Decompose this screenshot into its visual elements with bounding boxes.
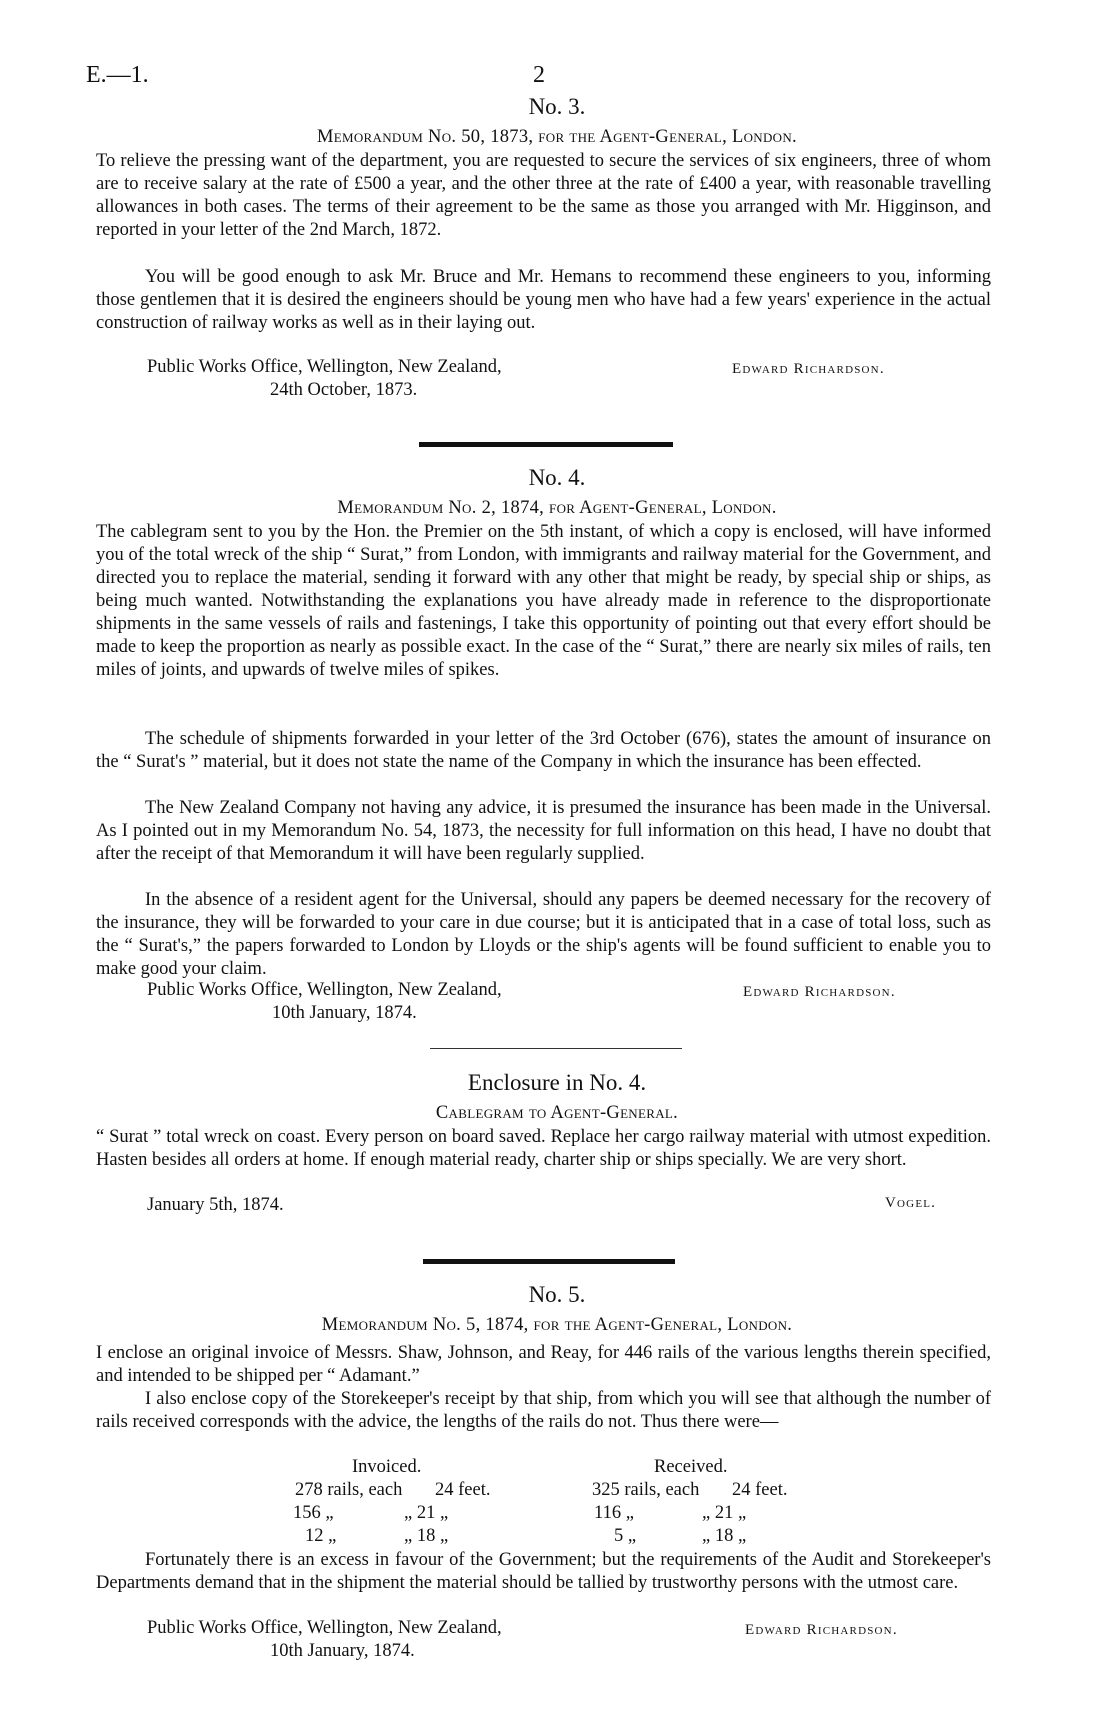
signature-date: 10th January, 1874. [270, 1641, 415, 1661]
page-number: 2 [533, 62, 545, 88]
signature-date: 10th January, 1874. [272, 1003, 417, 1023]
paragraph: I enclose an original invoice of Messrs. Shaw, Johnson, and Reay, for 446 rails of the various lengths therein specified, and intended to be shipped per “ Adamant.” [96, 1343, 991, 1386]
enclosure-heading: Cablegram to Agent-General. [435, 1103, 679, 1123]
table-cell: 278 rails, each [295, 1480, 403, 1500]
paragraph: You will be good enough to ask Mr. Bruce and Mr. Hemans to recommend these engineers to you, informing those gentlemen that it is desired the engineers should be young men who have had a few years' experience in the actual construction of railway works as well as in their laying out. [96, 267, 991, 333]
paragraph: The cablegram sent to you by the Hon. the Premier on the 5th instant, of which a copy is enclosed, will have informed you of the total wreck of the ship “ Surat,” from London, with immigrants and railway material for the Government, and directed you to replace the material, sending it forward with any other that might be ready, by special ship or ships, as being much wanted. Notwithstanding the explanations you have already made in reference to the disproportionate shipments in the same vessels of rails and fastenings, I take this opportunity of pointing out that every effort should be made to keep the proportion as nearly as possible exact. In the case of the “ Surat,” there are nearly six miles of rails, ten miles of joints, and upwards of twelve miles of spikes. [96, 522, 991, 680]
signature-name: Edward Richardson. [743, 984, 896, 1000]
section-title-no5: No. 5. [528, 1282, 586, 1307]
signature-name: Vogel. [885, 1195, 937, 1211]
enclosure-title: Enclosure in No. 4. [467, 1070, 647, 1095]
table-header-received: Received. [654, 1457, 728, 1477]
section-divider [430, 1048, 682, 1049]
table-cell: 24 feet. [732, 1480, 788, 1500]
memorandum-heading-no4: Memorandum No. 2, 1874, for Agent-General, London. [337, 498, 777, 518]
section-divider [419, 442, 673, 447]
table-cell: 116 „ [594, 1503, 634, 1523]
paragraph: I also enclose copy of the Storekeeper's receipt by that ship, from which you will see that although the number of rails received corresponds with the advice, the lengths of the rails do not. Thus there were— [96, 1389, 991, 1432]
section-title-no4: No. 4. [528, 465, 586, 490]
paragraph: Fortunately there is an excess in favour of the Government; but the requirements of the Audit and Storekeeper's Departments demand that in the shipment the material should be tallied by trustworthy persons with the utmost care. [96, 1550, 991, 1593]
paragraph: In the absence of a resident agent for the Universal, should any papers be deemed necessary for the recovery of the insurance, they will be forwarded to your care in due course; but it is anticipated that in a case of total loss, such as the “ Surat's,” the papers forwarded to London by Lloyds or the ship's agents will be found sufficient to enable you to make good your claim. [96, 890, 991, 979]
signature-location: Public Works Office, Wellington, New Zealand, [147, 980, 502, 1000]
table-cell: 24 feet. [435, 1480, 491, 1500]
signature-name: Edward Richardson. [732, 361, 885, 377]
table-cell: „ 21 „ [702, 1503, 747, 1523]
table-cell: „ 18 „ [404, 1526, 449, 1546]
section-title-no3: No. 3. [528, 94, 586, 119]
signature-date: January 5th, 1874. [147, 1195, 284, 1215]
signature-name: Edward Richardson. [745, 1622, 898, 1638]
cablegram-body: “ Surat ” total wreck on coast. Every person on board saved. Replace her cargo railway material with utmost expedition. Hasten besides all orders at home. If enough material ready, charter ship or ships specially. We are very short. [96, 1127, 991, 1170]
paragraph: The schedule of shipments forwarded in your letter of the 3rd October (676), states the amount of insurance on the “ Surat's ” material, but it does not state the name of the Company in which the insurance has been effected. [96, 729, 991, 772]
paragraph: The New Zealand Company not having any advice, it is presumed the insurance has been made in the Universal. As I pointed out in my Memorandum No. 54, 1873, the necessity for full information on this head, I have no doubt that after the receipt of that Memorandum it will have been regularly supplied. [96, 798, 991, 864]
table-cell: 325 rails, each [592, 1480, 700, 1500]
table-cell: 5 „ [614, 1526, 637, 1546]
table-header-invoiced: Invoiced. [352, 1457, 422, 1477]
table-cell: „ 18 „ [702, 1526, 747, 1546]
signature-date: 24th October, 1873. [270, 380, 418, 400]
memorandum-heading-no5: Memorandum No. 5, 1874, for the Agent-General, London. [321, 1315, 793, 1335]
table-cell: 12 „ [305, 1526, 337, 1546]
table-cell: 156 „ [293, 1503, 334, 1523]
document-reference: E.—1. [86, 62, 149, 88]
signature-location: Public Works Office, Wellington, New Zealand, [147, 357, 502, 377]
signature-location: Public Works Office, Wellington, New Zealand, [147, 1618, 502, 1638]
paragraph: To relieve the pressing want of the department, you are requested to secure the services of six engineers, three of whom are to receive salary at the rate of £500 a year, and the other three at the rate of £400 a year, with reasonable travelling allowances in both cases. The terms of their agreement to be the same as those you arranged with Mr. Higginson, and reported in your letter of the 2nd March, 1872. [96, 151, 991, 240]
section-divider [423, 1259, 675, 1264]
memorandum-heading-no3: Memorandum No. 50, 1873, for the Agent-General, London. [317, 127, 797, 147]
table-cell: „ 21 „ [404, 1503, 449, 1523]
